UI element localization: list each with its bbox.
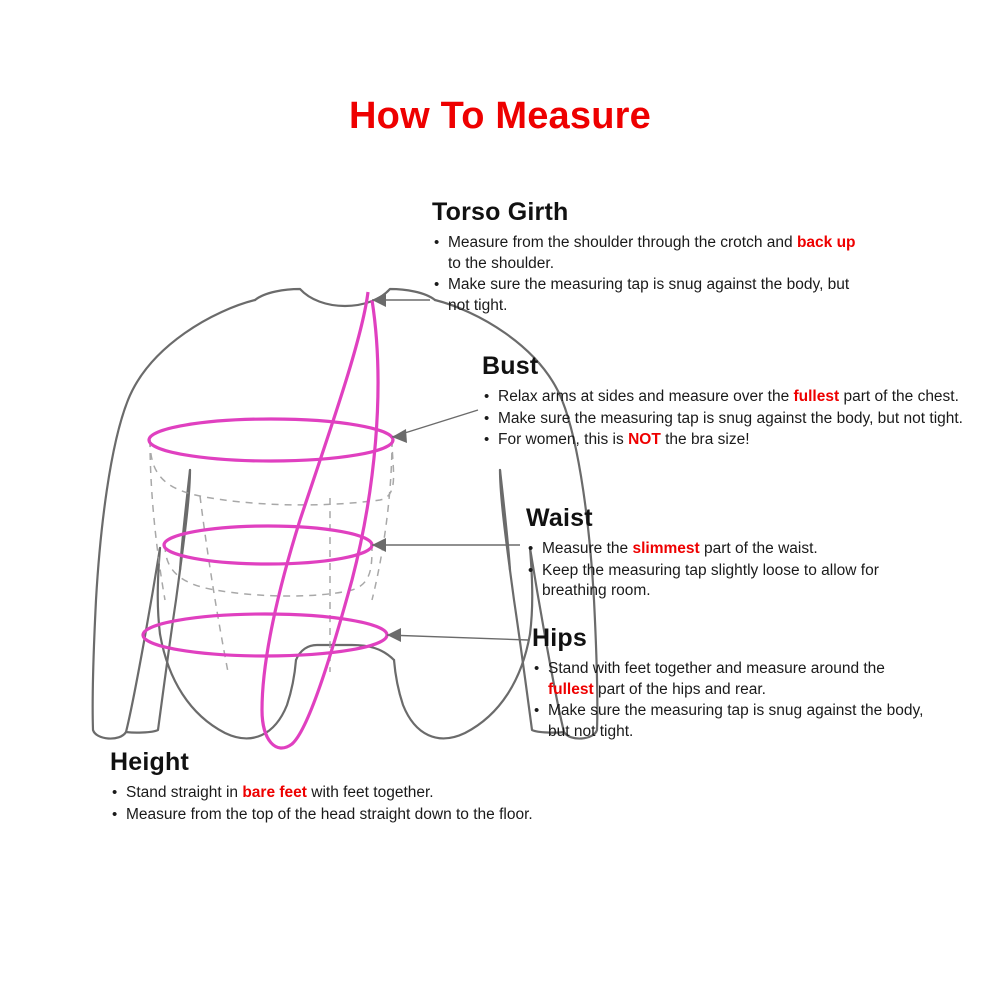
list-item: • Make sure the measuring tap is snug against the body, but not tight. <box>432 275 872 316</box>
list-item: • Measure the slimmest part of the waist. <box>526 539 946 560</box>
leader-lines <box>372 300 528 640</box>
bullet-list-waist <box>526 539 946 602</box>
section-waist <box>526 504 946 603</box>
section-torso-girth <box>432 198 872 317</box>
section-hips <box>532 624 932 743</box>
list-item: • Make sure the measuring tap is snug against the body, but not tight. <box>482 409 982 430</box>
list-item: • Stand with feet together and measure around the fullest part of the hips and rear. <box>532 659 932 700</box>
list-item: • Measure from the shoulder through the crotch and back up to the shoulder. <box>432 233 872 274</box>
bust-tape-loop <box>149 419 393 461</box>
list-item: • Relax arms at sides and measure over the fullest part of the chest. <box>482 387 982 408</box>
section-heading-waist: Waist <box>526 504 593 532</box>
list-item: • Make sure the measuring tap is snug against the body, but not tight. <box>532 701 932 742</box>
list-item: • For women, this is NOT the bra size! <box>482 430 982 451</box>
highlight-text: slimmest <box>632 540 700 557</box>
section-heading-hips: Hips <box>532 624 587 652</box>
highlight-text: back up <box>796 234 856 251</box>
highlight-text: bare feet <box>242 784 307 801</box>
section-bust <box>482 352 982 452</box>
bullet-list-bust <box>482 387 982 451</box>
highlight-text: fullest <box>548 680 594 698</box>
bullet-list-height <box>110 783 630 825</box>
bullet-list-hips <box>532 659 932 742</box>
bullet-list-torso-girth <box>432 233 872 316</box>
hips-tape-loop <box>143 614 387 656</box>
section-height <box>110 748 630 826</box>
highlight-text: NOT <box>628 431 661 449</box>
page-title: How To Measure <box>349 95 651 137</box>
section-heading-height: Height <box>110 748 189 776</box>
highlight-text: fullest <box>793 388 840 405</box>
torso-girth-diagonal-loop <box>262 292 378 748</box>
list-item: • Measure from the top of the head straight down to the floor. <box>110 805 630 826</box>
section-heading-torso-girth: Torso Girth <box>432 198 569 226</box>
construction-guides <box>150 440 394 672</box>
list-item: • Stand straight in bare feet with feet together. <box>110 783 630 804</box>
leader-arrowheads <box>372 293 407 642</box>
waist-tape-loop <box>164 526 372 564</box>
section-heading-bust: Bust <box>482 352 539 380</box>
list-item: • Keep the measuring tap slightly loose to allow for breathing room. <box>526 561 946 602</box>
